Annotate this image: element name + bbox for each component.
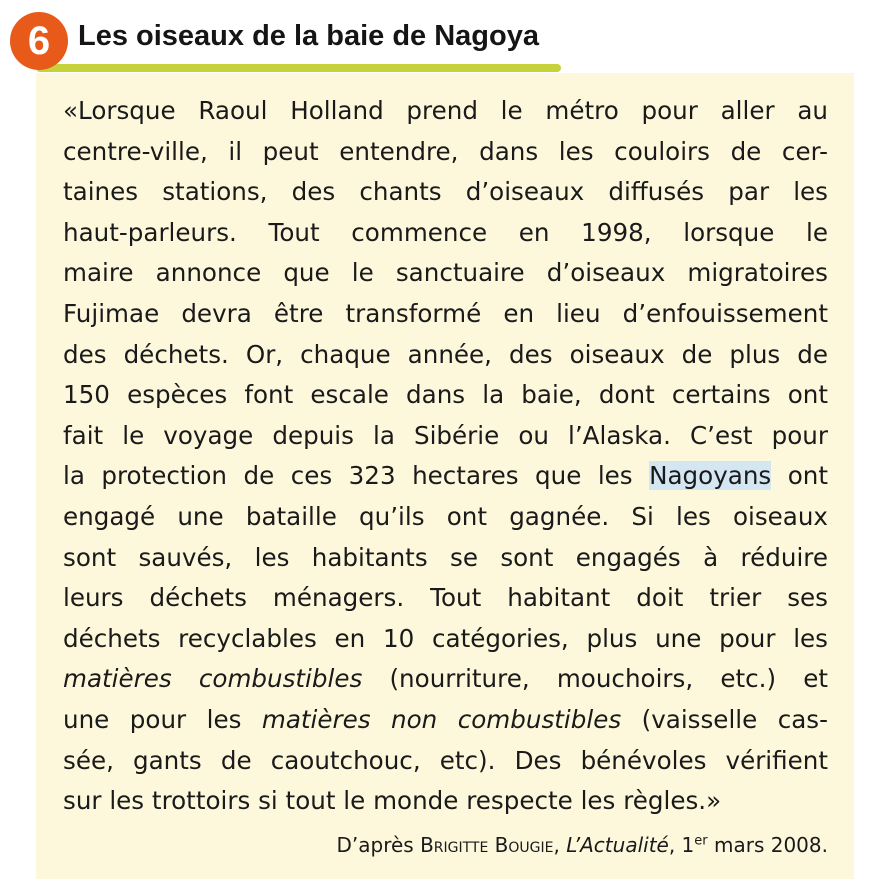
text-segment: (nourriture, mouchoirs, etc.) et bbox=[362, 664, 828, 694]
text-segment: une pour les bbox=[63, 704, 262, 734]
text-line[interactable]: fait le voyage depuis la Sibérie ou l’Alaska. C’est pour bbox=[63, 420, 828, 450]
article-text bbox=[63, 91, 828, 822]
text-segment: la protection de ces 323 hectares que les bbox=[63, 461, 650, 491]
citation-prefix: D’après bbox=[336, 833, 421, 857]
citation-date-rest: mars 2008. bbox=[707, 833, 828, 857]
text-line[interactable]: sée, gants de caoutchouc, etc). Des bénévoles vérifient bbox=[63, 745, 828, 775]
citation-separator: , bbox=[553, 833, 567, 857]
text-line[interactable]: sur les trottoirs si tout le monde respecte les règles.» bbox=[63, 786, 722, 816]
text-line[interactable] bbox=[63, 659, 828, 700]
text-line[interactable]: «Lorsque Raoul Holland prend le métro pour aller au bbox=[63, 96, 828, 125]
text-line[interactable]: maire annonce que le sanctuaire d’oiseaux migratoires bbox=[63, 258, 828, 288]
title-underline bbox=[36, 64, 561, 72]
text-line[interactable]: sont sauvés, les habitants se sont engagés à réduire bbox=[63, 542, 828, 572]
text-line[interactable]: engagé une bataille qu’ils ont gagnée. Si les oiseaux bbox=[63, 501, 828, 531]
italic-term: matières non combustibles bbox=[261, 704, 622, 734]
text-line[interactable]: taines stations, des chants d’oiseaux diffusés par les bbox=[63, 177, 828, 207]
selected-word-highlight[interactable]: Nagoyans bbox=[649, 461, 772, 491]
text-line[interactable]: déchets recyclables en 10 catégories, plus une pour les bbox=[63, 623, 828, 653]
section-number-badge: 6 bbox=[10, 12, 68, 70]
text-line[interactable] bbox=[63, 456, 828, 497]
text-line[interactable] bbox=[63, 700, 828, 741]
text-line[interactable]: leurs déchets ménagers. Tout habitant doit trier ses bbox=[63, 583, 828, 613]
citation-date-ordinal: er bbox=[694, 833, 708, 849]
italic-term: matières combustibles bbox=[63, 664, 363, 694]
text-segment: (vaisselle cas- bbox=[621, 704, 828, 734]
citation-date-day: , 1 bbox=[668, 833, 695, 857]
citation-author: Brigitte Bougie bbox=[420, 833, 554, 857]
section-title: Les oiseaux de la baie de Nagoya bbox=[78, 20, 539, 52]
section-header bbox=[10, 12, 570, 74]
text-line[interactable]: 150 espèces font escale dans la baie, dont certains ont bbox=[63, 380, 828, 410]
text-segment: ont bbox=[771, 461, 828, 491]
text-line[interactable]: Fujimae devra être transformé en lieu d’enfouissement bbox=[63, 298, 828, 328]
citation-publication: L’Actualité bbox=[566, 833, 669, 857]
text-line[interactable]: des déchets. Or, chaque année, des oiseaux de plus de bbox=[63, 339, 828, 369]
text-line[interactable]: haut-parleurs. Tout commence en 1998, lorsque le bbox=[63, 217, 828, 247]
source-citation bbox=[336, 833, 828, 857]
quote-box bbox=[36, 73, 854, 879]
text-line[interactable]: centre-ville, il peut entendre, dans les couloirs de cer- bbox=[63, 136, 828, 166]
